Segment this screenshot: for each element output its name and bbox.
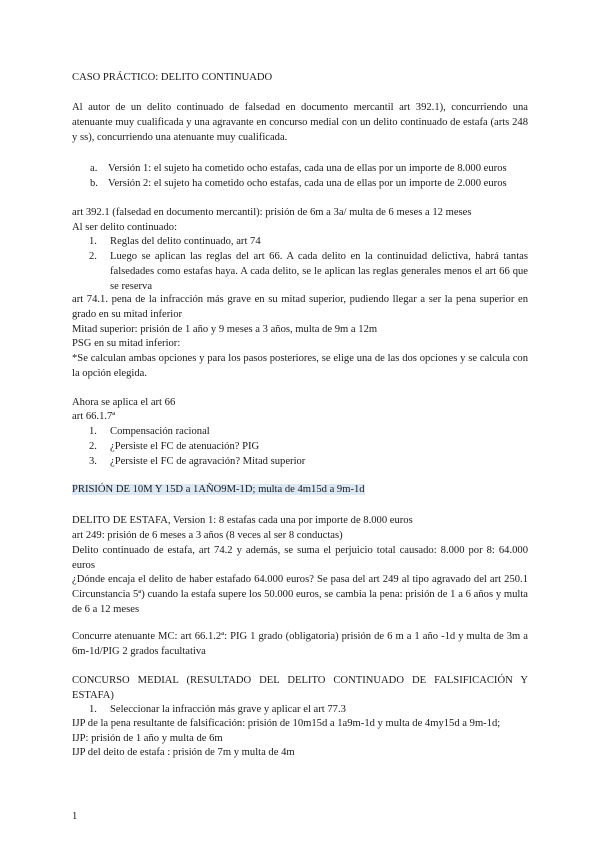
art742-paragraph: Delito continuado de estafa, art 74.2 y además, se suma el perjuicio total causado: 8.000 por 8: 64.000 euros [72,545,528,571]
list-item: 2. ¿Persiste el FC de atenuación? PIG [89,441,260,452]
list-item: a. Versión 1: el sujeto ha cometido ocho estafas, cada una de ellas por un importe de 8.000 euros [90,163,507,174]
mitad-superior-line: Mitad superior: prisión de 1 año y 9 meses a 3 años, multa de 9m a 12m [72,324,378,335]
highlighted-result: PRISIÓN DE 10M Y 15D a 1AÑO9M-1D; multa de 4m15d a 9m-1d [72,484,365,495]
concurso-heading: CONCURSO MEDIAL (RESULTADO DEL DELITO CONTINUADO DE FALSIFICACIÓN Y ESTAFA) [72,675,528,701]
art66-ref: art 66.1.7ª [72,411,116,422]
art392-line: art 392.1 (falsedad en documento mercantil): prisión de 6m a 3a/ multa de 6 meses a 12 meses [72,207,472,218]
ijp-line: IJP del deito de estafa : prisión de 7m y multa de 4m [72,747,295,758]
steps-list [72,424,528,469]
psg-line: PSG en su mitad inferior: [72,338,181,349]
ijp-line: IJP: prisión de 1 año y multa de 6m [72,733,223,744]
art249-line: art 249: prisión de 6 meses a 3 años (8 veces al ser 8 conductas) [72,530,343,541]
art66-intro: Ahora se aplica el art 66 [72,397,176,408]
list-item: 1. Seleccionar la infracción más grave y aplicar el art 77.3 [89,704,346,715]
result-line [72,482,528,497]
intro-paragraph: Al autor de un delito continuado de falsedad en documento mercantil art 392.1), concurriendo una atenuante muy cualificada y una agravante en concurso medial con un delito continuado de estafa (arts 248 y ss), concurriendo una atenuante muy cualificada. [72,102,528,143]
list-item: b. Versión 2: el sujeto ha cometido ocho estafas, cada una de ellas por un importe de 2.000 euros [90,178,507,189]
list-item: 1. Reglas del delito continuado, art 74 [89,236,261,247]
ijp-line: IJP de la pena resultante de falsificación: prisión de 10m15d a 1a9m-1d y multa de 4my15d a 9m-1d; [72,718,501,729]
document-title: CASO PRÁCTICO: DELITO CONTINUADO [72,72,273,83]
concurso-steps-list [72,702,528,717]
art74-paragraph: art 74.1. pena de la infracción más grave en su mitad superior, pudiendo llegar a ser la pena superior en grado en su mitad inferior [72,294,528,320]
versions-list [72,161,528,191]
estafa-heading: DELITO DE ESTAFA, Version 1: 8 estafas cada una por importe de 8.000 euros [72,515,413,526]
list-item: 2. Luego se aplican las reglas del art 66. A cada delito en la continuidad delictiva, habrá tantas falsedades como estafas haya. A cada delito, se le aplican las reglas generales menos el art 66 que se reserva [89,251,528,292]
atenuante-paragraph: Concurre atenuante MC: art 66.1.2ª: PIG 1 grado (obligatoria) prisión de 6 m a 1 año -1d y multa de 3m a 6m-1d/PIG 2 grados facultativa [72,631,528,657]
question-paragraph: ¿Dónde encaja el delito de haber estafado 64.000 euros? Se pasa del art 249 al tipo agravado del art 250.1 Circunstancia 5ª) cuando la estafa supere los 50.000 euros, se cambia la pena: prisión de 1 a 6 años y multa de 6 a 12 meses [72,574,528,615]
list-item: 3. ¿Persiste el FC de agravación? Mitad superior [89,456,306,467]
note-paragraph: *Se calculan ambas opciones y para los pasos posteriores, se elige una de las dos opciones y se calcula con la opción elegida. [72,353,528,379]
page-number: 1 [72,810,78,822]
list-item: 1. Compensación racional [89,426,210,437]
rules-list [72,234,528,294]
continuado-heading: Al ser delito continuado: [72,222,178,233]
